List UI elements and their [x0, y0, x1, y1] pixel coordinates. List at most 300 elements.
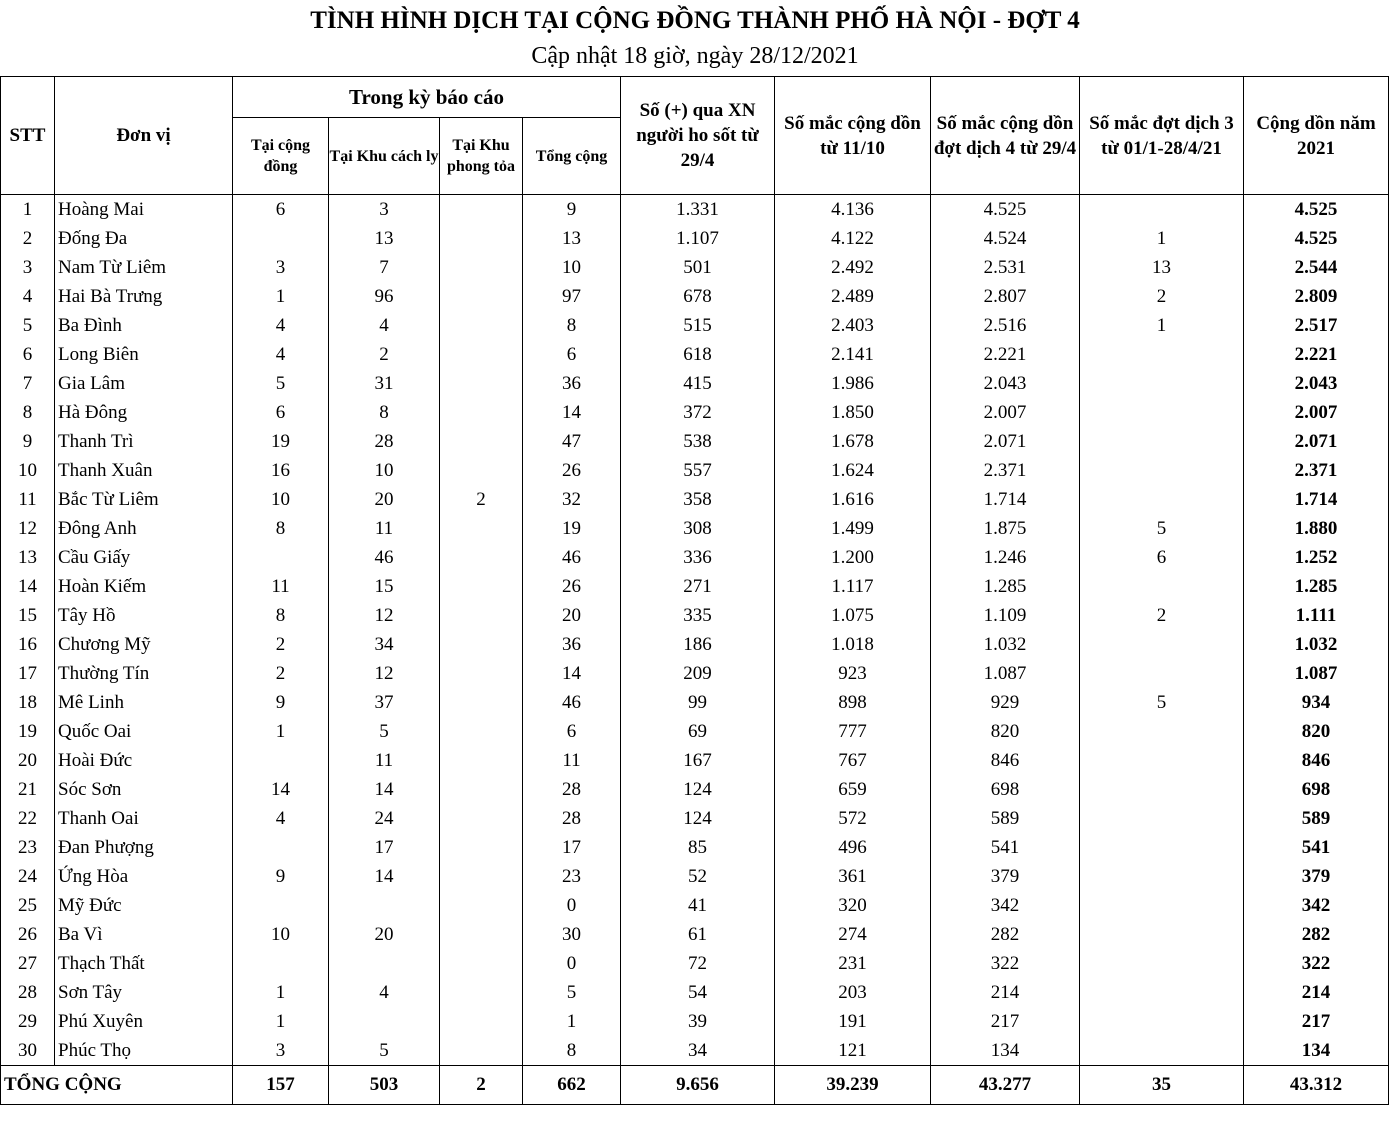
cell-cong-don-dot-4: 134 [931, 1036, 1080, 1066]
cell-cong-don-dot-4: 379 [931, 862, 1080, 891]
cell-dot-3 [1080, 456, 1244, 485]
cell-stt: 5 [1, 311, 55, 340]
cell-dot-3 [1080, 369, 1244, 398]
cell-cong-don-11-10: 4.122 [775, 224, 931, 253]
cell-so-duong-tinh: 538 [621, 427, 775, 456]
cell-stt: 2 [1, 224, 55, 253]
cell-cong-don-dot-4: 4.524 [931, 224, 1080, 253]
cell-tong-cong: 36 [523, 630, 621, 659]
cell-tai-khu-phong-toa [440, 833, 523, 862]
cell-tai-cong-dong: 14 [233, 775, 329, 804]
cell-cong-don-dot-4: 2.371 [931, 456, 1080, 485]
cell-tai-cong-dong [233, 746, 329, 775]
epidemic-table [0, 76, 1389, 1105]
header-cong-don-dot-4: Số mắc cộng dồn đợt dịch 4 từ 29/4 [931, 77, 1080, 195]
cell-stt: 22 [1, 804, 55, 833]
cell-tai-khu-cach-ly: 11 [329, 514, 440, 543]
cell-stt: 18 [1, 688, 55, 717]
cell-so-duong-tinh: 61 [621, 920, 775, 949]
cell-dot-3: 6 [1080, 543, 1244, 572]
cell-tai-cong-dong [233, 833, 329, 862]
cell-cong-don-11-10: 777 [775, 717, 931, 746]
cell-cong-don-dot-4: 1.246 [931, 543, 1080, 572]
cell-so-duong-tinh: 308 [621, 514, 775, 543]
header-cong-don-2021: Cộng dồn năm 2021 [1244, 77, 1389, 195]
cell-don-vi: Bắc Từ Liêm [55, 485, 233, 514]
cell-tai-khu-phong-toa [440, 717, 523, 746]
cell-tong-cong: 17 [523, 833, 621, 862]
cell-tong-cong: 19 [523, 514, 621, 543]
header-cong-don-11-10: Số mắc cộng dồn từ 11/10 [775, 77, 931, 195]
table-row [1, 920, 1389, 949]
cell-so-duong-tinh: 501 [621, 253, 775, 282]
cell-tong-cong: 0 [523, 949, 621, 978]
table-row [1, 862, 1389, 891]
cell-tai-khu-cach-ly: 12 [329, 601, 440, 630]
header-tai-cong-dong: Tại cộng đồng [233, 118, 329, 195]
cell-tong-cong: 0 [523, 891, 621, 920]
cell-cong-don-11-10: 1.117 [775, 572, 931, 601]
cell-dot-3 [1080, 920, 1244, 949]
cell-dot-3 [1080, 427, 1244, 456]
cell-tai-cong-dong: 8 [233, 601, 329, 630]
cell-cong-don-11-10: 1.624 [775, 456, 931, 485]
cell-so-duong-tinh: 69 [621, 717, 775, 746]
header-trong-ky-bao-cao: Trong kỳ báo cáo [233, 77, 621, 118]
cell-tai-khu-phong-toa: 2 [440, 485, 523, 514]
cell-stt: 27 [1, 949, 55, 978]
cell-stt: 23 [1, 833, 55, 862]
cell-stt: 30 [1, 1036, 55, 1066]
cell-tai-cong-dong: 9 [233, 862, 329, 891]
cell-cong-don-dot-4: 322 [931, 949, 1080, 978]
cell-cong-don-dot-4: 2.531 [931, 253, 1080, 282]
cell-cong-don-11-10: 767 [775, 746, 931, 775]
cell-dot-3: 2 [1080, 282, 1244, 311]
cell-cong-don-dot-4: 1.032 [931, 630, 1080, 659]
cell-dot-3 [1080, 775, 1244, 804]
cell-tai-khu-cach-ly: 14 [329, 862, 440, 891]
cell-cong-don-2021: 1.252 [1244, 543, 1389, 572]
cell-cong-don-11-10: 203 [775, 978, 931, 1007]
cell-stt: 12 [1, 514, 55, 543]
cell-tai-cong-dong: 1 [233, 1007, 329, 1036]
cell-cong-don-2021: 2.544 [1244, 253, 1389, 282]
cell-tong-cong: 9 [523, 195, 621, 225]
header-tai-khu-phong-toa: Tại Khu phong tỏa [440, 118, 523, 195]
table-row [1, 659, 1389, 688]
cell-tai-khu-phong-toa [440, 427, 523, 456]
cell-dot-3 [1080, 1036, 1244, 1066]
cell-tai-khu-phong-toa [440, 572, 523, 601]
table-row [1, 978, 1389, 1007]
total-cong-don-11-10: 39.239 [775, 1066, 931, 1105]
cell-cong-don-dot-4: 1.087 [931, 659, 1080, 688]
header-tong-cong: Tổng cộng [523, 118, 621, 195]
cell-cong-don-11-10: 898 [775, 688, 931, 717]
page-subtitle: Cập nhật 18 giờ, ngày 28/12/2021 [531, 43, 859, 69]
cell-stt: 14 [1, 572, 55, 601]
cell-don-vi: Tây Hồ [55, 601, 233, 630]
cell-stt: 9 [1, 427, 55, 456]
table-row [1, 717, 1389, 746]
cell-tai-khu-phong-toa [440, 601, 523, 630]
cell-cong-don-2021: 1.111 [1244, 601, 1389, 630]
table-row [1, 195, 1389, 225]
table-row [1, 746, 1389, 775]
cell-don-vi: Mê Linh [55, 688, 233, 717]
total-tong-cong: 662 [523, 1066, 621, 1105]
cell-cong-don-11-10: 361 [775, 862, 931, 891]
cell-don-vi: Cầu Giấy [55, 543, 233, 572]
cell-don-vi: Ứng Hòa [55, 862, 233, 891]
cell-dot-3: 5 [1080, 514, 1244, 543]
cell-so-duong-tinh: 271 [621, 572, 775, 601]
cell-stt: 15 [1, 601, 55, 630]
cell-dot-3 [1080, 572, 1244, 601]
cell-tai-khu-cach-ly: 46 [329, 543, 440, 572]
table-row [1, 1007, 1389, 1036]
table-row [1, 804, 1389, 833]
table-row [1, 253, 1389, 282]
cell-dot-3: 2 [1080, 601, 1244, 630]
cell-tai-khu-phong-toa [440, 688, 523, 717]
cell-cong-don-dot-4: 2.043 [931, 369, 1080, 398]
cell-tai-cong-dong: 1 [233, 717, 329, 746]
cell-don-vi: Thạch Thất [55, 949, 233, 978]
cell-so-duong-tinh: 515 [621, 311, 775, 340]
cell-cong-don-dot-4: 4.525 [931, 195, 1080, 225]
cell-cong-don-11-10: 659 [775, 775, 931, 804]
cell-don-vi: Chương Mỹ [55, 630, 233, 659]
cell-tong-cong: 46 [523, 688, 621, 717]
cell-dot-3 [1080, 717, 1244, 746]
table-row [1, 601, 1389, 630]
cell-tai-khu-cach-ly [329, 1007, 440, 1036]
cell-cong-don-2021: 2.221 [1244, 340, 1389, 369]
cell-don-vi: Quốc Oai [55, 717, 233, 746]
table-row [1, 427, 1389, 456]
total-so-duong-tinh: 9.656 [621, 1066, 775, 1105]
table-row [1, 311, 1389, 340]
total-dot-3: 35 [1080, 1066, 1244, 1105]
total-tai-khu-cach-ly: 503 [329, 1066, 440, 1105]
cell-tai-cong-dong: 5 [233, 369, 329, 398]
cell-cong-don-2021: 1.285 [1244, 572, 1389, 601]
cell-cong-don-11-10: 1.075 [775, 601, 931, 630]
cell-tai-khu-phong-toa [440, 862, 523, 891]
cell-tai-cong-dong: 9 [233, 688, 329, 717]
cell-tai-cong-dong: 3 [233, 253, 329, 282]
cell-tong-cong: 46 [523, 543, 621, 572]
cell-tai-khu-cach-ly: 8 [329, 398, 440, 427]
cell-don-vi: Phú Xuyên [55, 1007, 233, 1036]
cell-so-duong-tinh: 167 [621, 746, 775, 775]
cell-stt: 29 [1, 1007, 55, 1036]
cell-cong-don-2021: 322 [1244, 949, 1389, 978]
cell-tai-cong-dong: 3 [233, 1036, 329, 1066]
cell-so-duong-tinh: 41 [621, 891, 775, 920]
table-row [1, 282, 1389, 311]
cell-cong-don-11-10: 231 [775, 949, 931, 978]
cell-tai-cong-dong: 1 [233, 282, 329, 311]
cell-dot-3 [1080, 978, 1244, 1007]
cell-stt: 19 [1, 717, 55, 746]
cell-cong-don-11-10: 121 [775, 1036, 931, 1066]
cell-tai-khu-cach-ly: 96 [329, 282, 440, 311]
cell-dot-3 [1080, 1007, 1244, 1036]
cell-cong-don-11-10: 1.850 [775, 398, 931, 427]
cell-dot-3 [1080, 949, 1244, 978]
table-row [1, 1036, 1389, 1066]
cell-tai-khu-cach-ly: 17 [329, 833, 440, 862]
table-row [1, 891, 1389, 920]
cell-cong-don-dot-4: 541 [931, 833, 1080, 862]
cell-tai-khu-cach-ly [329, 891, 440, 920]
cell-cong-don-2021: 1.087 [1244, 659, 1389, 688]
cell-stt: 10 [1, 456, 55, 485]
cell-tai-cong-dong: 2 [233, 659, 329, 688]
cell-tai-khu-phong-toa [440, 398, 523, 427]
cell-cong-don-dot-4: 2.007 [931, 398, 1080, 427]
cell-cong-don-2021: 214 [1244, 978, 1389, 1007]
cell-stt: 24 [1, 862, 55, 891]
cell-cong-don-dot-4: 2.071 [931, 427, 1080, 456]
cell-dot-3 [1080, 659, 1244, 688]
cell-cong-don-2021: 820 [1244, 717, 1389, 746]
cell-so-duong-tinh: 372 [621, 398, 775, 427]
cell-don-vi: Phúc Thọ [55, 1036, 233, 1066]
cell-tai-khu-phong-toa [440, 195, 523, 225]
cell-tai-cong-dong: 6 [233, 195, 329, 225]
cell-stt: 7 [1, 369, 55, 398]
cell-tai-khu-phong-toa [440, 311, 523, 340]
cell-dot-3 [1080, 485, 1244, 514]
total-tai-cong-dong: 157 [233, 1066, 329, 1105]
table-row [1, 775, 1389, 804]
cell-don-vi: Thanh Oai [55, 804, 233, 833]
cell-stt: 11 [1, 485, 55, 514]
cell-tai-khu-cach-ly: 5 [329, 1036, 440, 1066]
cell-tai-khu-phong-toa [440, 891, 523, 920]
cell-don-vi: Thanh Trì [55, 427, 233, 456]
total-cong-don-2021: 43.312 [1244, 1066, 1389, 1105]
cell-cong-don-11-10: 1.678 [775, 427, 931, 456]
cell-cong-don-11-10: 320 [775, 891, 931, 920]
cell-stt: 4 [1, 282, 55, 311]
cell-don-vi: Đan Phượng [55, 833, 233, 862]
cell-so-duong-tinh: 1.107 [621, 224, 775, 253]
cell-cong-don-11-10: 1.200 [775, 543, 931, 572]
cell-so-duong-tinh: 124 [621, 775, 775, 804]
cell-tong-cong: 28 [523, 804, 621, 833]
cell-tong-cong: 32 [523, 485, 621, 514]
cell-don-vi: Hoàng Mai [55, 195, 233, 225]
cell-cong-don-11-10: 2.141 [775, 340, 931, 369]
total-cong-don-dot-4: 43.277 [931, 1066, 1080, 1105]
cell-cong-don-2021: 2.043 [1244, 369, 1389, 398]
cell-tai-cong-dong: 10 [233, 920, 329, 949]
cell-tai-cong-dong [233, 891, 329, 920]
cell-cong-don-2021: 2.071 [1244, 427, 1389, 456]
cell-stt: 17 [1, 659, 55, 688]
cell-cong-don-dot-4: 1.285 [931, 572, 1080, 601]
cell-tai-khu-cach-ly: 20 [329, 485, 440, 514]
cell-so-duong-tinh: 34 [621, 1036, 775, 1066]
cell-cong-don-2021: 342 [1244, 891, 1389, 920]
cell-tai-khu-cach-ly: 4 [329, 311, 440, 340]
cell-so-duong-tinh: 335 [621, 601, 775, 630]
cell-cong-don-2021: 1.880 [1244, 514, 1389, 543]
cell-don-vi: Hà Đông [55, 398, 233, 427]
cell-tai-khu-cach-ly: 12 [329, 659, 440, 688]
header-so-duong-tinh: Số (+) qua XN người ho sốt từ 29/4 [621, 77, 775, 195]
cell-tai-cong-dong: 4 [233, 311, 329, 340]
cell-so-duong-tinh: 54 [621, 978, 775, 1007]
page-title: TÌNH HÌNH DỊCH TẠI CỘNG ĐỒNG THÀNH PHỐ HÀ NỘI - ĐỢT 4 [310, 7, 1080, 34]
cell-so-duong-tinh: 85 [621, 833, 775, 862]
cell-tai-cong-dong: 1 [233, 978, 329, 1007]
cell-dot-3: 1 [1080, 224, 1244, 253]
cell-cong-don-11-10: 2.403 [775, 311, 931, 340]
cell-so-duong-tinh: 336 [621, 543, 775, 572]
cell-cong-don-dot-4: 820 [931, 717, 1080, 746]
cell-cong-don-11-10: 1.018 [775, 630, 931, 659]
cell-cong-don-dot-4: 929 [931, 688, 1080, 717]
cell-cong-don-dot-4: 1.714 [931, 485, 1080, 514]
cell-tai-cong-dong: 4 [233, 804, 329, 833]
cell-cong-don-11-10: 923 [775, 659, 931, 688]
cell-cong-don-2021: 134 [1244, 1036, 1389, 1066]
cell-tong-cong: 1 [523, 1007, 621, 1036]
cell-cong-don-dot-4: 2.807 [931, 282, 1080, 311]
header-dot-3: Số mắc đợt dịch 3 từ 01/1-28/4/21 [1080, 77, 1244, 195]
cell-tai-khu-cach-ly: 31 [329, 369, 440, 398]
cell-tai-cong-dong [233, 224, 329, 253]
cell-cong-don-dot-4: 846 [931, 746, 1080, 775]
cell-cong-don-dot-4: 589 [931, 804, 1080, 833]
cell-don-vi: Thanh Xuân [55, 456, 233, 485]
cell-cong-don-dot-4: 1.109 [931, 601, 1080, 630]
cell-don-vi: Sơn Tây [55, 978, 233, 1007]
header-tai-khu-cach-ly: Tại Khu cách ly [329, 118, 440, 195]
cell-tai-khu-phong-toa [440, 630, 523, 659]
cell-so-duong-tinh: 186 [621, 630, 775, 659]
cell-cong-don-dot-4: 214 [931, 978, 1080, 1007]
cell-don-vi: Hoàn Kiếm [55, 572, 233, 601]
table-row [1, 398, 1389, 427]
cell-cong-don-11-10: 2.489 [775, 282, 931, 311]
cell-tong-cong: 6 [523, 340, 621, 369]
cell-tong-cong: 11 [523, 746, 621, 775]
cell-cong-don-dot-4: 217 [931, 1007, 1080, 1036]
total-row [1, 1066, 1389, 1105]
cell-tai-cong-dong: 10 [233, 485, 329, 514]
cell-don-vi: Thường Tín [55, 659, 233, 688]
cell-don-vi: Hai Bà Trưng [55, 282, 233, 311]
cell-tai-khu-phong-toa [440, 1007, 523, 1036]
cell-dot-3 [1080, 862, 1244, 891]
cell-tai-cong-dong: 6 [233, 398, 329, 427]
cell-cong-don-2021: 1.032 [1244, 630, 1389, 659]
cell-cong-don-dot-4: 698 [931, 775, 1080, 804]
cell-tong-cong: 20 [523, 601, 621, 630]
table-row [1, 340, 1389, 369]
table-row [1, 630, 1389, 659]
cell-stt: 26 [1, 920, 55, 949]
cell-cong-don-11-10: 2.492 [775, 253, 931, 282]
cell-tai-khu-phong-toa [440, 282, 523, 311]
cell-cong-don-dot-4: 2.516 [931, 311, 1080, 340]
cell-so-duong-tinh: 39 [621, 1007, 775, 1036]
cell-tong-cong: 14 [523, 659, 621, 688]
cell-cong-don-dot-4: 2.221 [931, 340, 1080, 369]
cell-tai-khu-cach-ly: 24 [329, 804, 440, 833]
total-tai-khu-phong-toa: 2 [440, 1066, 523, 1105]
cell-cong-don-11-10: 274 [775, 920, 931, 949]
cell-tai-khu-phong-toa [440, 920, 523, 949]
cell-don-vi: Ba Vì [55, 920, 233, 949]
cell-tai-khu-cach-ly: 14 [329, 775, 440, 804]
cell-cong-don-11-10: 496 [775, 833, 931, 862]
cell-stt: 16 [1, 630, 55, 659]
cell-tai-cong-dong: 11 [233, 572, 329, 601]
cell-tai-khu-cach-ly: 7 [329, 253, 440, 282]
cell-tai-khu-cach-ly: 37 [329, 688, 440, 717]
cell-cong-don-2021: 2.007 [1244, 398, 1389, 427]
cell-cong-don-2021: 2.517 [1244, 311, 1389, 340]
cell-tong-cong: 23 [523, 862, 621, 891]
cell-tai-khu-phong-toa [440, 1036, 523, 1066]
cell-cong-don-dot-4: 342 [931, 891, 1080, 920]
cell-tai-khu-cach-ly: 5 [329, 717, 440, 746]
cell-cong-don-2021: 217 [1244, 1007, 1389, 1036]
cell-tong-cong: 47 [523, 427, 621, 456]
cell-tai-cong-dong: 2 [233, 630, 329, 659]
cell-tai-khu-cach-ly: 4 [329, 978, 440, 1007]
cell-stt: 21 [1, 775, 55, 804]
table-row [1, 688, 1389, 717]
cell-tong-cong: 8 [523, 311, 621, 340]
cell-dot-3: 13 [1080, 253, 1244, 282]
cell-cong-don-2021: 698 [1244, 775, 1389, 804]
cell-stt: 25 [1, 891, 55, 920]
cell-tai-khu-phong-toa [440, 514, 523, 543]
cell-tong-cong: 36 [523, 369, 621, 398]
cell-cong-don-11-10: 572 [775, 804, 931, 833]
table-row [1, 833, 1389, 862]
cell-tong-cong: 10 [523, 253, 621, 282]
cell-dot-3 [1080, 340, 1244, 369]
cell-tai-khu-cach-ly: 15 [329, 572, 440, 601]
cell-stt: 1 [1, 195, 55, 225]
cell-so-duong-tinh: 618 [621, 340, 775, 369]
cell-dot-3 [1080, 398, 1244, 427]
cell-tai-khu-phong-toa [440, 224, 523, 253]
cell-so-duong-tinh: 72 [621, 949, 775, 978]
table-row [1, 949, 1389, 978]
cell-stt: 8 [1, 398, 55, 427]
cell-cong-don-2021: 2.809 [1244, 282, 1389, 311]
cell-cong-don-2021: 1.714 [1244, 485, 1389, 514]
header-don-vi: Đơn vị [55, 77, 233, 195]
cell-tai-khu-phong-toa [440, 543, 523, 572]
cell-cong-don-11-10: 1.499 [775, 514, 931, 543]
cell-cong-don-2021: 4.525 [1244, 195, 1389, 225]
cell-cong-don-11-10: 4.136 [775, 195, 931, 225]
cell-tai-khu-cach-ly [329, 949, 440, 978]
cell-tai-khu-cach-ly: 20 [329, 920, 440, 949]
